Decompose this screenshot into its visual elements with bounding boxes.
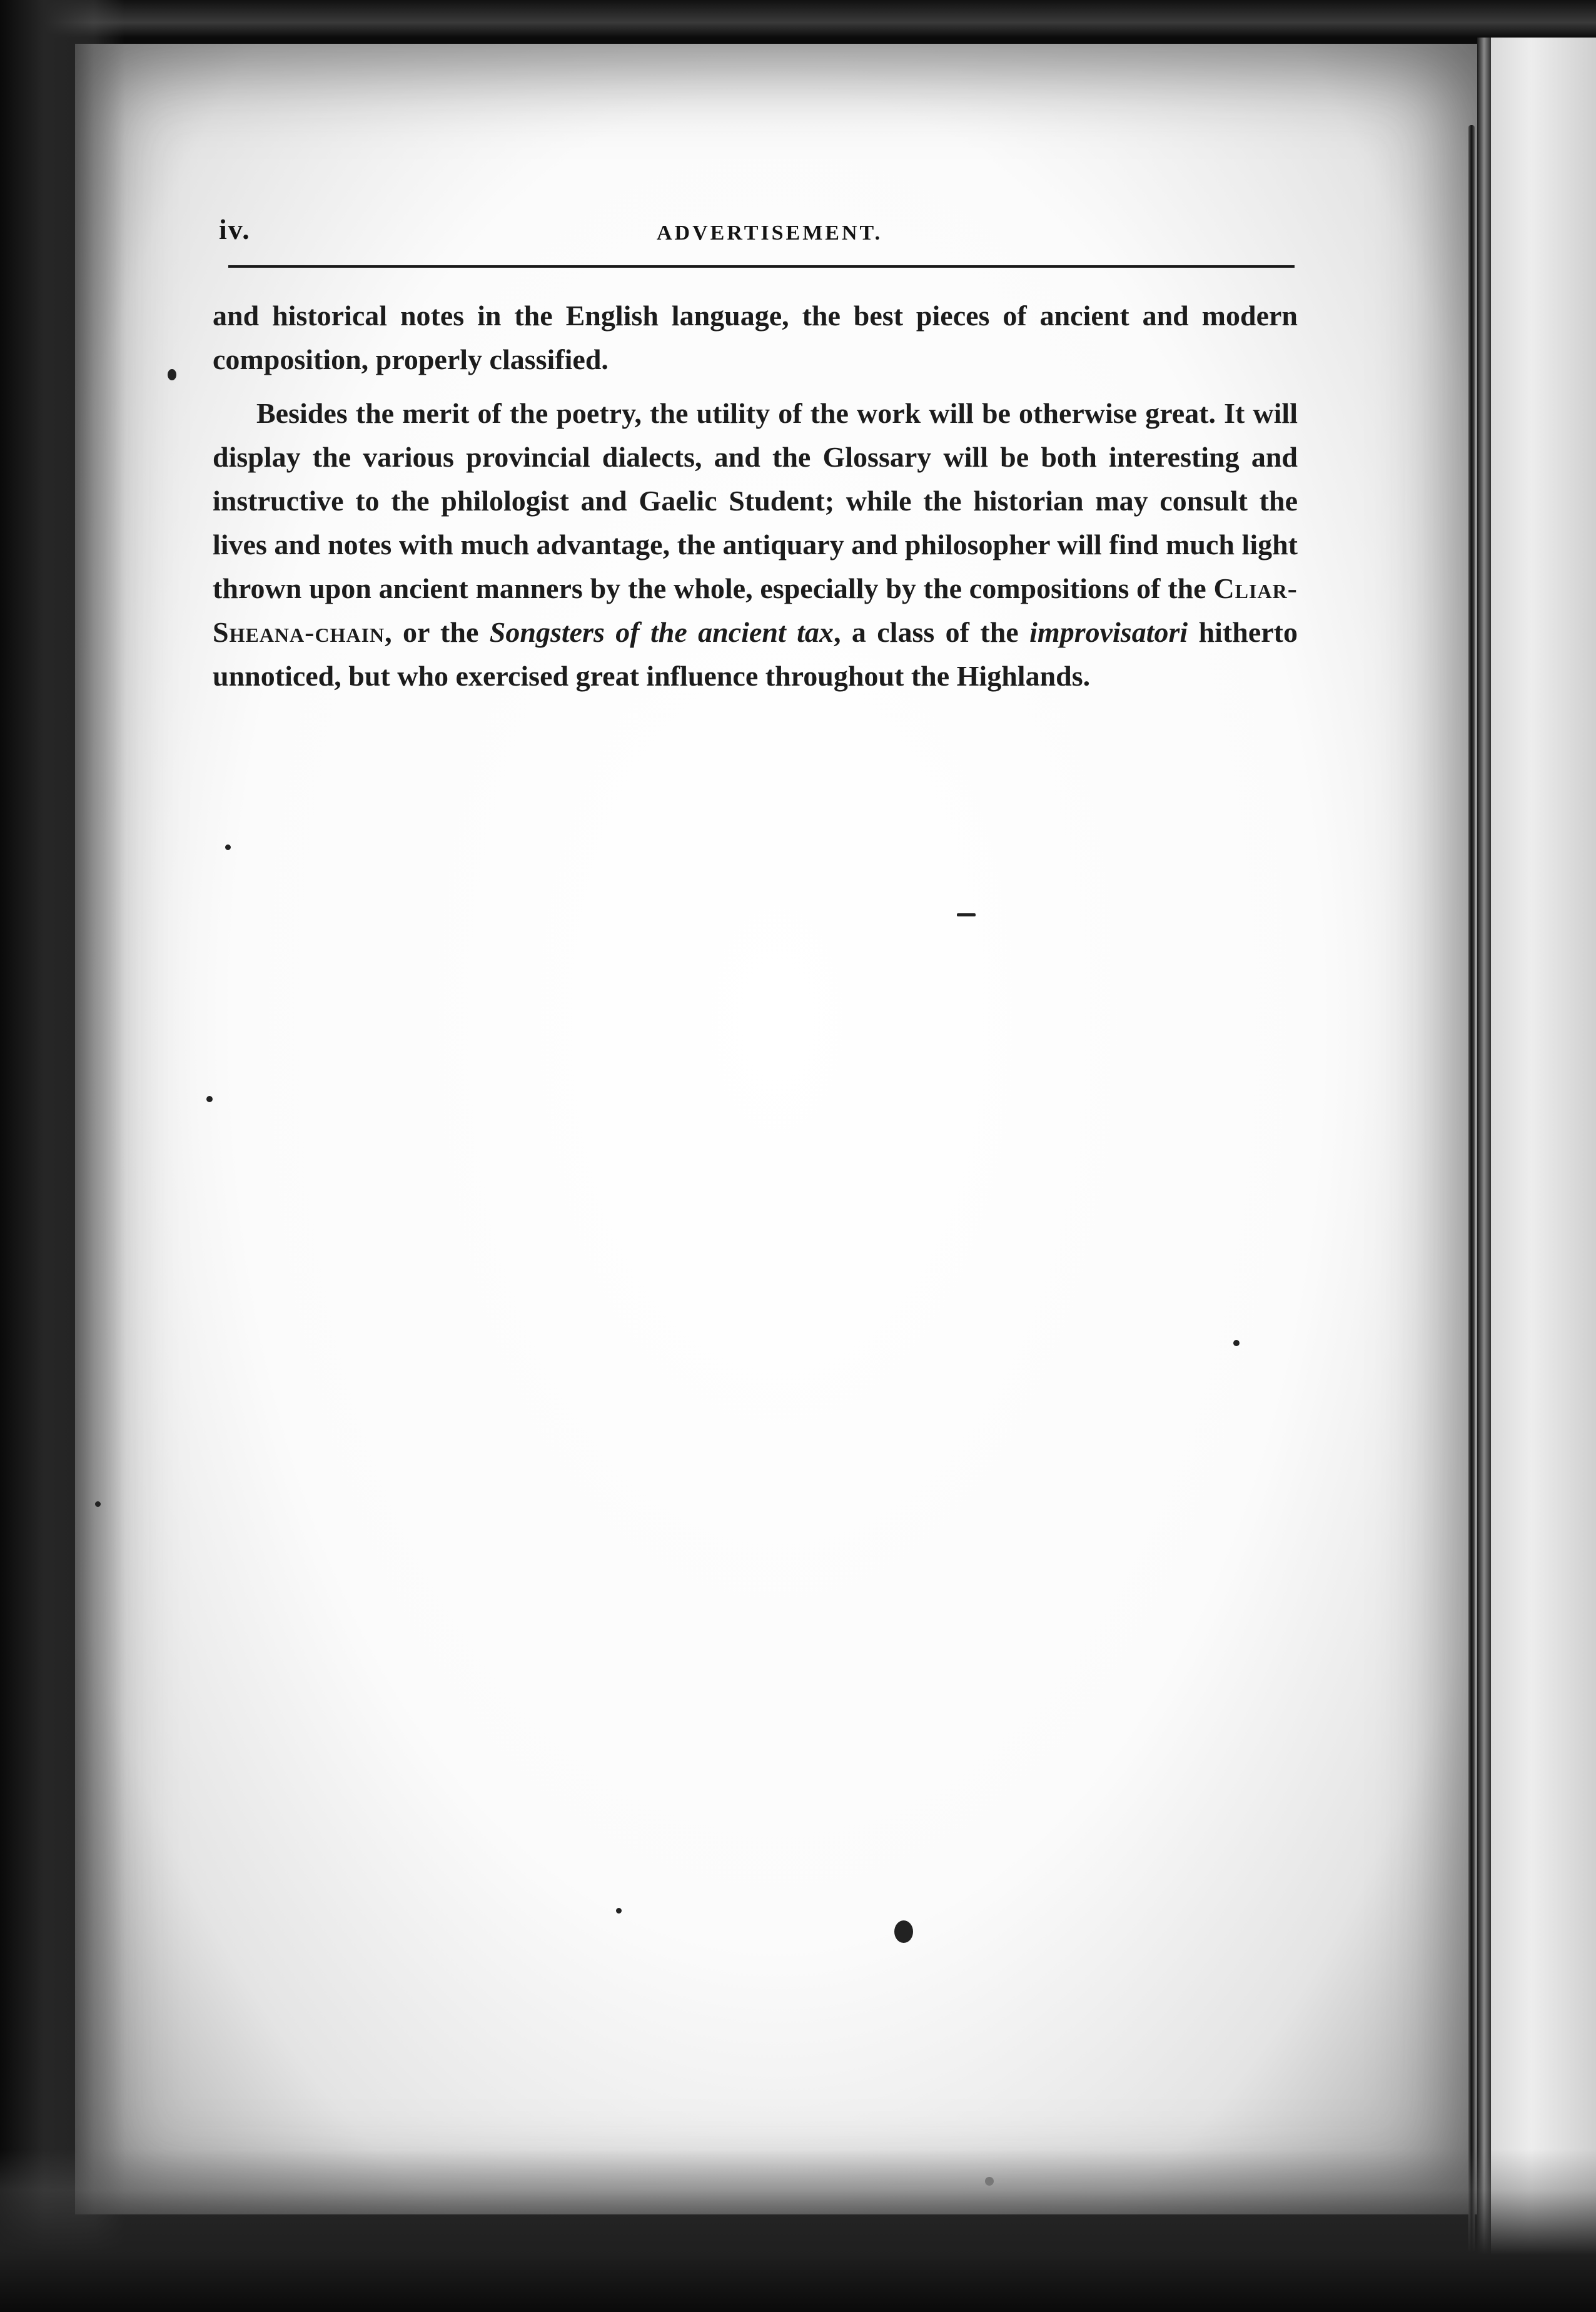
ink-speck	[894, 1920, 913, 1943]
ink-speck	[985, 2177, 994, 2186]
section-title: ADVERTISEMENT.	[657, 221, 883, 245]
ink-speck	[225, 844, 231, 850]
facing-page-edge	[1488, 38, 1596, 2264]
paragraph-2-text-c: , a class of the	[833, 616, 1030, 648]
body-text	[213, 294, 1298, 698]
scan-left-shadow	[0, 0, 125, 2312]
songsters-term: Songsters of the ancient tax	[489, 616, 834, 648]
head-rule-divider	[228, 265, 1295, 268]
ink-speck	[95, 1501, 101, 1507]
ink-speck	[957, 913, 976, 916]
paragraph-2-text-d: hitherto unnoticed, but who exercised great influence throughout the Highlands.	[213, 616, 1298, 692]
cliar-sheana-chain-term: Cliar-Sheana-chain	[213, 572, 1298, 648]
ink-speck	[616, 1908, 622, 1914]
page-gutter	[1477, 38, 1491, 2277]
ink-speck	[1233, 1340, 1240, 1346]
paragraph-2-text-a: Besides the merit of the poetry, the utility of the work will be otherwise great. It will display the various provincial dialects, and the Glossary will be both interesting and instructive to the philologist and Gaelic Student; while the historian may consult the lives and notes with much advantage, the antiquary and philosopher will find much light thrown upon ancient manners by the whole, especially by the compositions of the	[213, 397, 1298, 604]
ink-speck	[168, 369, 176, 380]
paragraph-2	[213, 392, 1298, 698]
paragraph-2-text-b: , or the	[385, 616, 490, 648]
running-head	[219, 206, 1295, 263]
improvisatori-term: improvisatori	[1029, 616, 1188, 648]
binding-spine	[1468, 125, 1475, 2252]
page-number: iv.	[219, 213, 251, 245]
paragraph-1: and historical notes in the English language, the best pieces of ancient and modern composition, properly classified.	[213, 300, 1298, 375]
scan-bottom-shadow	[0, 2149, 1596, 2312]
scan-top-shadow	[0, 0, 1596, 38]
ink-speck	[206, 1096, 213, 1102]
